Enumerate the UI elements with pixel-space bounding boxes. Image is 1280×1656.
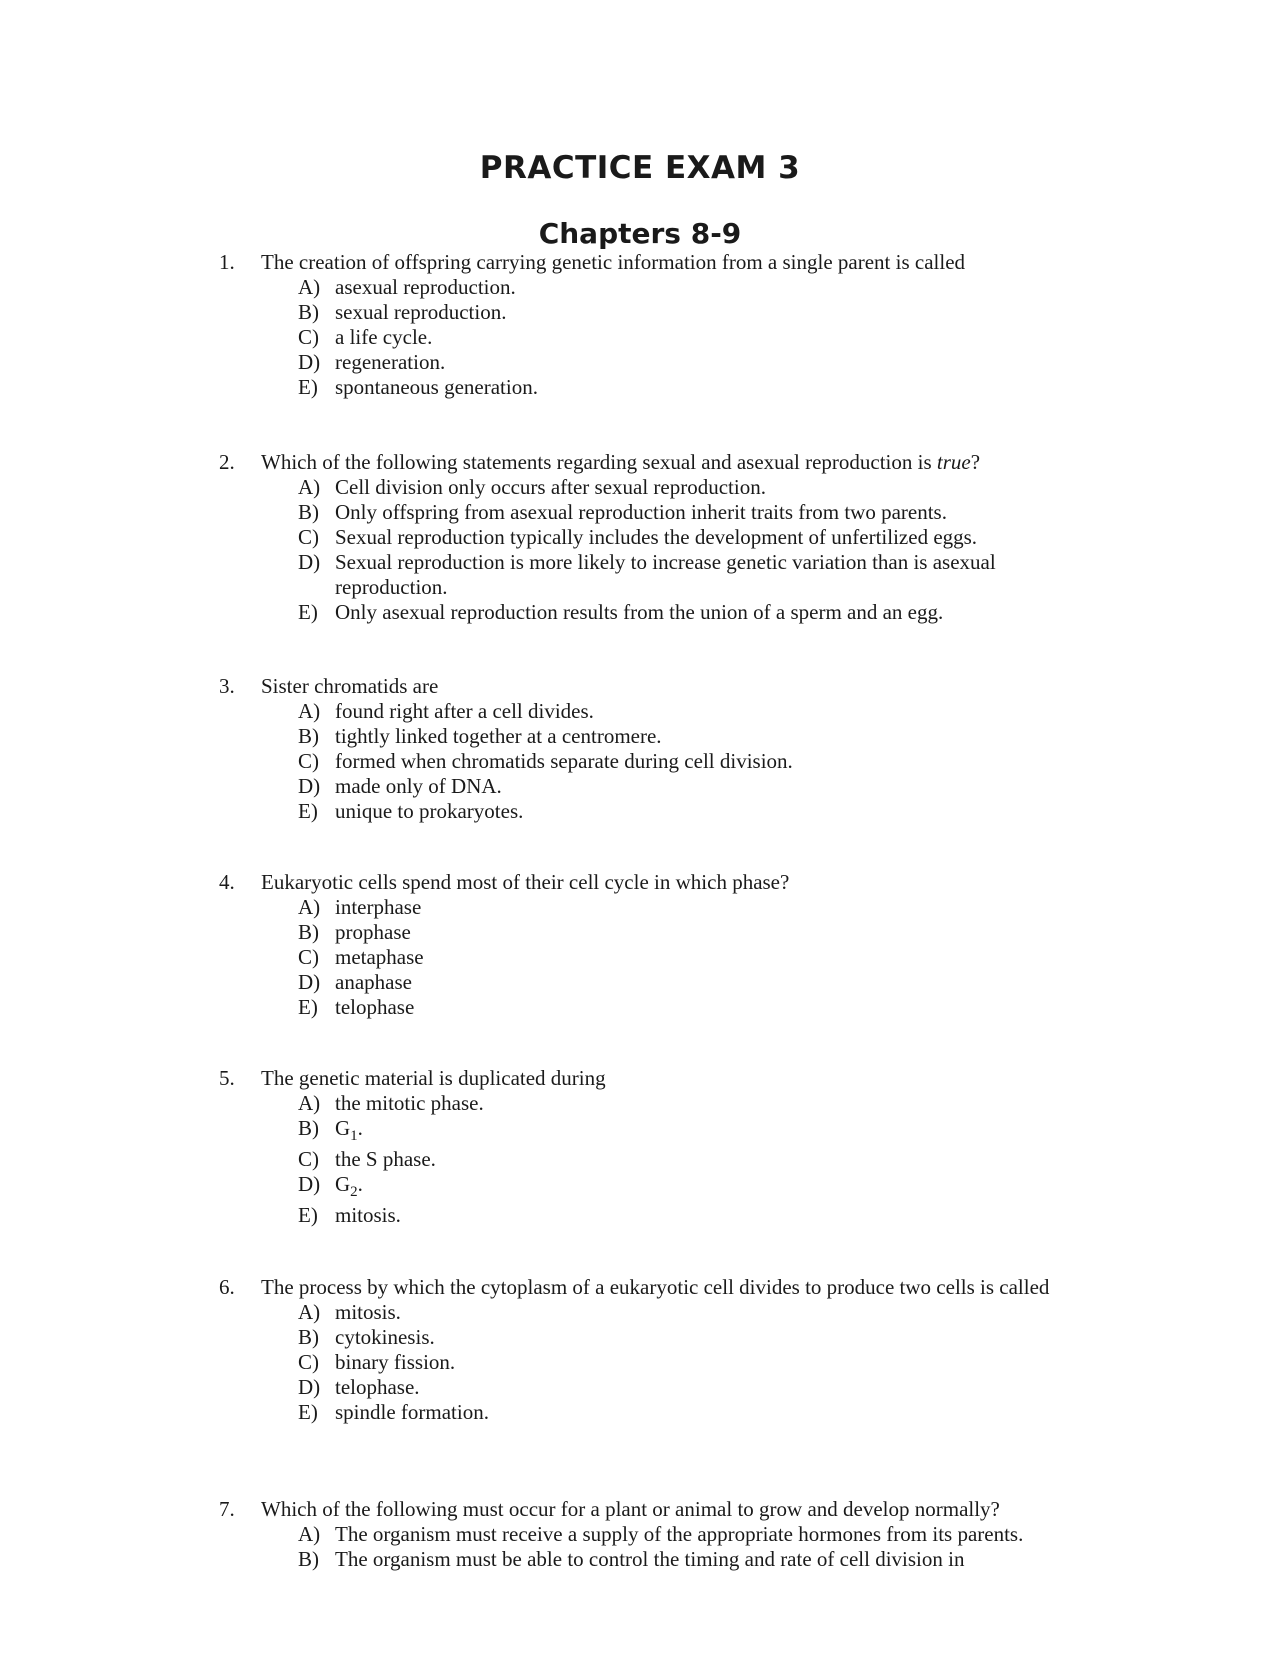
answer-option — [298, 995, 1079, 1020]
answer-option — [298, 1400, 1079, 1425]
answer-option — [298, 1325, 1079, 1350]
option-letter: D) — [298, 350, 321, 374]
option-letter: A) — [298, 475, 321, 499]
option-text: the mitotic phase. — [335, 1091, 484, 1115]
question-number: 5. — [219, 1066, 235, 1090]
option-text: $G_1$. — [335, 1116, 363, 1144]
question-number: 1. — [219, 250, 235, 274]
option-text: $G_2$. — [335, 1172, 363, 1200]
question-4 — [219, 870, 1079, 1020]
option-text: tightly linked together at a centromere. — [335, 724, 662, 748]
question-number: 3. — [219, 674, 235, 698]
question-5 — [219, 1066, 1079, 1228]
option-text: interphase — [335, 895, 422, 919]
option-text: made only of DNA. — [335, 774, 502, 798]
answer-option — [298, 799, 1079, 824]
option-letter: A) — [298, 699, 321, 723]
answer-option — [298, 1522, 1079, 1547]
answer-option — [298, 749, 1079, 774]
option-text: cytokinesis. — [335, 1325, 435, 1349]
question-stem: Sister chromatids are — [261, 674, 439, 698]
option-letter: D) — [298, 1375, 321, 1399]
option-text: unique to prokaryotes. — [335, 799, 524, 823]
option-text: mitosis. — [335, 1300, 401, 1324]
question-number: 7. — [219, 1497, 235, 1521]
option-text: binary fission. — [335, 1350, 456, 1374]
question-list — [219, 250, 1079, 1572]
answer-option — [298, 1547, 1079, 1572]
option-letter: A) — [298, 1300, 321, 1324]
option-text: sexual reproduction. — [335, 300, 507, 324]
answer-option — [298, 525, 1079, 550]
answer-option — [298, 475, 1079, 500]
option-text: regeneration. — [335, 350, 446, 374]
option-text: spindle formation. — [335, 1400, 489, 1424]
question-6 — [219, 1275, 1079, 1425]
option-letter: D) — [298, 970, 321, 994]
page-title: PRACTICE EXAM 3 — [479, 150, 801, 186]
question-number: 2. — [219, 450, 235, 474]
option-letter: E) — [298, 600, 318, 624]
option-letter: C) — [298, 1147, 319, 1171]
option-letter: C) — [298, 1350, 319, 1374]
option-letter: A) — [298, 895, 321, 919]
option-text: The organism must receive a supply of the appropriate hormones from its parents. — [335, 1522, 1024, 1546]
answer-option — [298, 1375, 1079, 1400]
answer-option — [298, 1201, 1079, 1228]
option-letter: D) — [298, 774, 321, 798]
option-letter: A) — [298, 1091, 321, 1115]
option-letter: A) — [298, 1522, 321, 1546]
answer-option — [298, 275, 1079, 300]
answer-option — [298, 375, 1079, 400]
answer-option — [298, 724, 1079, 749]
answer-option — [298, 1172, 1079, 1201]
option-letter: E) — [298, 1203, 318, 1227]
option-letter: B) — [298, 920, 319, 944]
answer-option — [298, 1145, 1079, 1172]
question-number: 4. — [219, 870, 235, 894]
option-text: a life cycle. — [335, 325, 433, 349]
option-text: mitosis. — [335, 1203, 401, 1227]
option-letter: C) — [298, 525, 319, 549]
option-letter: E) — [298, 375, 318, 399]
option-text: telophase. — [335, 1375, 420, 1399]
question-number: 6. — [219, 1275, 235, 1299]
question-stem: The process by which the cytoplasm of a eukaryotic cell divides to produce two cells is called — [261, 1275, 1050, 1299]
answer-option — [298, 600, 1079, 625]
option-text: Only asexual reproduction results from the union of a sperm and an egg. — [335, 600, 944, 624]
question-stem: The creation of offspring carrying genetic information from a single parent is called — [261, 250, 966, 274]
option-letter: E) — [298, 799, 318, 823]
question-stem: Eukaryotic cells spend most of their cell cycle in which phase? — [261, 870, 790, 894]
option-text: the S phase. — [335, 1147, 436, 1171]
answer-option — [298, 970, 1079, 995]
option-text: telophase — [335, 995, 415, 1019]
answer-option — [298, 500, 1079, 525]
option-text: Only offspring from asexual reproduction inherit traits from two parents. — [335, 500, 947, 524]
answer-option — [298, 895, 1079, 920]
question-3 — [219, 674, 1079, 824]
question-stem: The genetic material is duplicated during — [261, 1066, 606, 1090]
emphasis: true — [936, 450, 971, 474]
option-letter: B) — [298, 1547, 319, 1571]
option-text: spontaneous generation. — [335, 375, 538, 399]
option-text: asexual reproduction. — [335, 275, 516, 299]
answer-option — [298, 774, 1079, 799]
answer-option — [298, 1091, 1079, 1116]
option-text: Sexual reproduction is more likely to increase genetic variation than is asexual reproduction. — [335, 550, 996, 599]
page-subtitle: Chapters 8-9 — [538, 217, 742, 250]
option-letter: C) — [298, 749, 319, 773]
subscript: 2 — [350, 1184, 358, 1200]
answer-option — [298, 920, 1079, 945]
question-1 — [219, 250, 1079, 400]
question-stem: Which of the following statements regarding sexual and asexual reproduction is true? — [261, 450, 981, 474]
option-letter: B) — [298, 1325, 319, 1349]
option-letter: B) — [298, 724, 319, 748]
question-7 — [219, 1497, 1079, 1572]
answer-option — [298, 1300, 1079, 1325]
option-text: found right after a cell divides. — [335, 699, 594, 723]
answer-option — [298, 300, 1079, 325]
answer-option — [298, 1116, 1079, 1145]
option-letter: B) — [298, 300, 319, 324]
question-2 — [219, 450, 1079, 625]
option-text: anaphase — [335, 970, 412, 994]
subscript: 1 — [350, 1128, 358, 1144]
option-text: Cell division only occurs after sexual reproduction. — [335, 475, 766, 499]
answer-option — [298, 699, 1079, 724]
option-text: Sexual reproduction typically includes the development of unfertilized eggs. — [335, 525, 978, 549]
answer-option — [298, 1350, 1079, 1375]
option-letter: D) — [298, 550, 321, 574]
option-text: metaphase — [335, 945, 424, 969]
option-letter: C) — [298, 945, 319, 969]
answer-option — [298, 550, 1079, 600]
question-stem: Which of the following must occur for a plant or animal to grow and develop normally? — [261, 1497, 1000, 1521]
option-text: prophase — [335, 920, 411, 944]
option-letter: D) — [298, 1172, 321, 1196]
option-text: formed when chromatids separate during cell division. — [335, 749, 793, 773]
option-letter: B) — [298, 500, 319, 524]
option-letter: E) — [298, 995, 318, 1019]
option-text: The organism must be able to control the timing and rate of cell division in — [335, 1547, 965, 1571]
answer-option — [298, 945, 1079, 970]
option-letter: A) — [298, 275, 321, 299]
answer-option — [298, 350, 1079, 375]
option-letter: B) — [298, 1116, 319, 1140]
option-letter: C) — [298, 325, 319, 349]
answer-option — [298, 325, 1079, 350]
option-letter: E) — [298, 1400, 318, 1424]
